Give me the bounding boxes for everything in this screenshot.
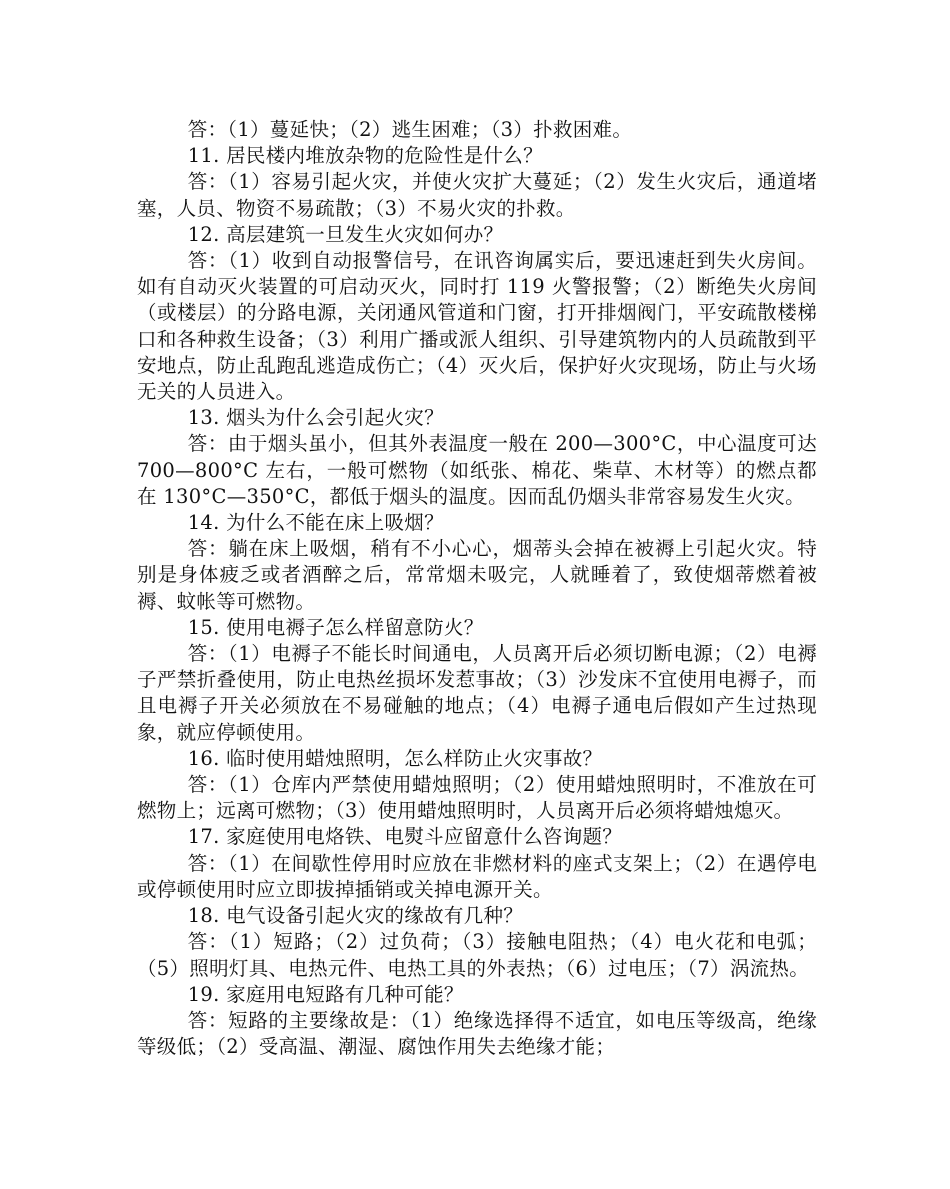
question-heading: 11. 居民楼内堆放杂物的危险性是什么？: [187, 144, 543, 168]
answer-paragraph: 答：短路的主要缘故是：（1）绝缘选择得不适宜，如电压等级高，绝缘等级低；（2）受高温、潮湿、腐蚀作用失去绝缘才能；: [137, 1008, 817, 1059]
question-heading: 17. 家庭使用电烙铁、电熨斗应留意什么咨询题？: [187, 825, 623, 849]
answer-paragraph: 答：（1）蔓延快；（2）逃生困难；（3）扑救困难。: [187, 118, 633, 141]
answer-paragraph: 答：（1）电褥子不能长时间通电，人员离开后必须切断电源；（2）电褥子严禁折叠使用，防止电热丝损坏发惹事故；（3）沙发床不宜使用电褥子，而且电褥子开关必须放在不易碰触的地点；（4）电褥子通电后假如产生过热现象，就应停顿使用。: [137, 642, 817, 744]
question-heading: 16. 临时使用蜡烛照明，怎么样防止火灾事故？: [187, 746, 603, 770]
answer-paragraph: 答：（1）短路；（2）过负荷；（3）接触电阻热；（4）电火花和电弧；（5）照明灯具、电热元件、电热工具的外表热；（6）过电压；（7）涡流热。: [137, 930, 817, 980]
answer-paragraph: 答：躺在床上吸烟，稍有不小心心，烟蒂头会掉在被褥上引起火灾。特别是身体疲乏或者酒醉之后，常常烟未吸完，人就睡着了，致使烟蒂燃着被褥、蚊帐等可燃物。: [137, 537, 817, 613]
document-body: [137, 117, 817, 1060]
question-heading: 15. 使用电褥子怎么样留意防火？: [187, 615, 484, 639]
question-heading: 12. 高层建筑一旦发生火灾如何办？: [187, 222, 504, 246]
question-heading: 14. 为什么不能在床上吸烟？: [187, 511, 444, 535]
answer-paragraph: 答：（1）收到自动报警信号，在讯咨询属实后，要迅速赶到失火房间。如有自动灭火装置的可启动灭火，同时打 119 火警报警；（2）断绝失火房间（或楼层）的分路电源，关闭通风管道和门窗，打开排烟阀门，平安疏散楼梯口和各种救生设备；（3）利用广播或派人组织、引导建筑物内的人员疏散到平安地点，防止乱跑乱逃造成伤亡；（4）灭火后，保护好火灾现场，防止与火场无关的人员进入。: [137, 249, 817, 404]
question-heading: 13. 烟头为什么会引起火灾？: [187, 406, 444, 430]
answer-paragraph: 答：（1）容易引起火灾，并使火灾扩大蔓延；（2）发生火灾后，通道堵塞，人员、物资不易疏散；（3）不易火灾的扑救。: [137, 170, 817, 220]
question-heading: 19. 家庭用电短路有几种可能？: [187, 982, 464, 1006]
answer-paragraph: 答：由于烟头虽小，但其外表温度一般在 200—300°C，中心温度可达 700—800°C 左右，一般可燃物（如纸张、棉花、柴草、木材等）的燃点都在 130°C—350°C，都低于烟头的温度。因而乱仍烟头非常容易发生火灾。: [137, 432, 817, 508]
answer-paragraph: 答：（1）仓库内严禁使用蜡烛照明；（2）使用蜡烛照明时，不准放在可燃物上；远离可燃物；（3）使用蜡烛照明时，人员离开后必须将蜡烛熄灭。: [137, 773, 817, 823]
question-heading: 18. 电气设备引起火灾的缘故有几种？: [187, 904, 524, 928]
answer-paragraph: 答：（1）在间歇性停用时应放在非燃材料的座式支架上；（2）在遇停电或停顿使用时应立即拔掉插销或关掉电源开关。: [137, 851, 817, 901]
